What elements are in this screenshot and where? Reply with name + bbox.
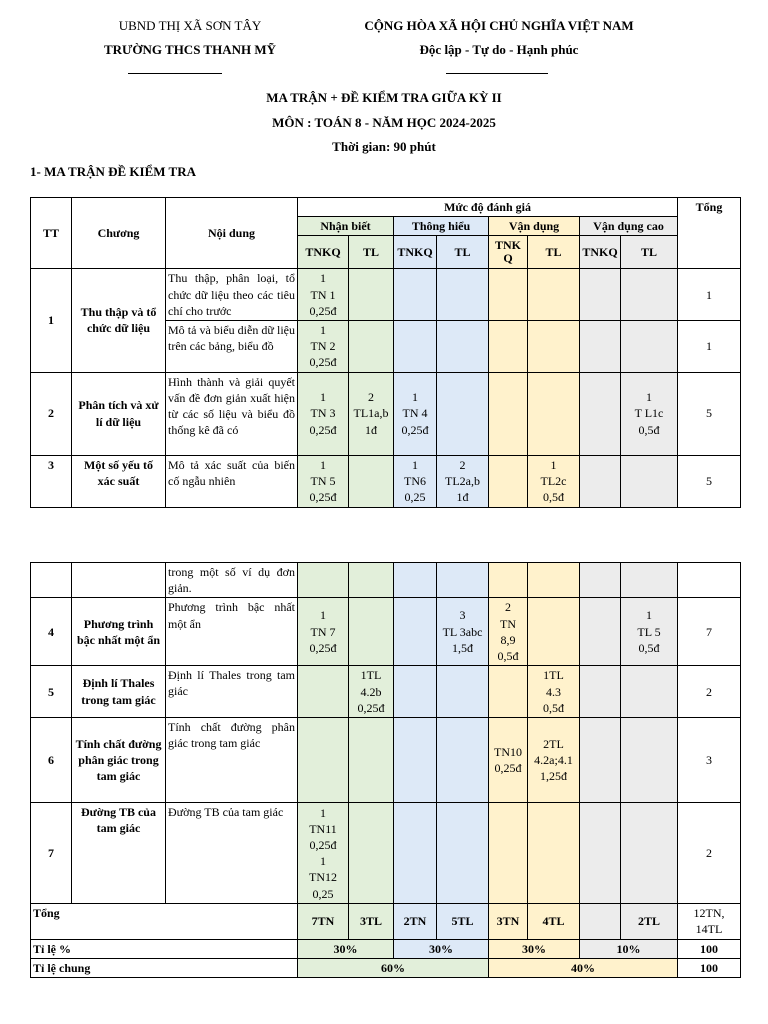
row-tt	[31, 563, 72, 598]
total-cell: 7TN	[298, 904, 349, 939]
matrix-cell	[489, 803, 528, 904]
ratio-cell: 30%	[298, 939, 394, 958]
matrix-cell: 1 TN 1 0,25đ	[298, 269, 349, 321]
header-tong: Tổng	[678, 198, 741, 269]
row-noi-dung: Hình thành và giải quyết vấn đề đơn giản xuất hiện từ các số liệu và biểu đồ thống kê đã có	[166, 372, 298, 455]
row-chuong: Thu thập và tổ chức dữ liệu	[72, 269, 166, 372]
matrix-cell	[394, 803, 437, 904]
total-cell: 3TN	[489, 904, 528, 939]
matrix-cell: TN10 0,25đ	[489, 718, 528, 803]
matrix-cell	[349, 598, 394, 666]
doc-duration: Thời gian: 90 phút	[332, 139, 436, 154]
sub-header: TNKQ	[580, 236, 621, 269]
matrix-cell	[580, 320, 621, 372]
header-chuong: Chương	[72, 198, 166, 269]
header-muc-do: Mức độ đánh giá	[298, 198, 678, 217]
matrix-cell	[437, 269, 489, 321]
matrix-cell	[349, 803, 394, 904]
row-noi-dung: Tính chất đường phân giác trong tam giác	[166, 718, 298, 803]
ratio-label: Tỉ lệ %	[31, 939, 298, 958]
matrix-cell	[394, 563, 437, 598]
level-thong-hieu: Thông hiểu	[394, 217, 489, 236]
ratio-all-cell: 60%	[298, 958, 489, 977]
row-tong: 7	[678, 598, 741, 666]
doc-title: MA TRẬN + ĐỀ KIỂM TRA GIỮA KỲ II	[266, 90, 502, 105]
row-chuong: Đường TB của tam giác	[72, 803, 166, 904]
matrix-cell	[349, 269, 394, 321]
matrix-cell	[580, 269, 621, 321]
sub-header: TL	[437, 236, 489, 269]
row-chuong: Một số yếu tố xác suất	[72, 455, 166, 507]
total-cell: 3TL	[349, 904, 394, 939]
sub-header: TNK Q	[489, 236, 528, 269]
sub-header: TL	[528, 236, 580, 269]
row-tong: 5	[678, 372, 741, 455]
left-underline	[128, 73, 222, 74]
national-title: CỘNG HÒA XÃ HỘI CHỦ NGHĨA VIỆT NAM	[364, 18, 634, 33]
row-tong: 5	[678, 455, 741, 507]
matrix-cell	[437, 563, 489, 598]
matrix-cell	[349, 563, 394, 598]
matrix-table-part1	[30, 197, 741, 508]
row-noi-dung: Thu thập, phân loại, tổ chức dữ liệu theo các tiêu chí cho trước	[166, 269, 298, 321]
matrix-cell	[437, 803, 489, 904]
row-tong	[678, 563, 741, 598]
matrix-cell	[528, 320, 580, 372]
matrix-cell	[621, 803, 678, 904]
sub-header: TNKQ	[394, 236, 437, 269]
matrix-cell: 1TL 4.2b 0,25đ	[349, 666, 394, 718]
ratio-all-tong: 100	[678, 958, 741, 977]
matrix-cell: 1 TN 5 0,25đ	[298, 455, 349, 507]
matrix-cell	[621, 269, 678, 321]
matrix-cell: 1 TN 2 0,25đ	[298, 320, 349, 372]
matrix-cell	[580, 455, 621, 507]
matrix-cell: 1 TN 3 0,25đ	[298, 372, 349, 455]
matrix-cell	[349, 455, 394, 507]
row-noi-dung: Định lí Thales trong tam giác	[166, 666, 298, 718]
matrix-cell	[489, 269, 528, 321]
matrix-cell	[298, 563, 349, 598]
level-van-dung: Vận dụng	[489, 217, 580, 236]
matrix-cell: 1 T L1c 0,5đ	[621, 372, 678, 455]
matrix-cell: 3 TL 3abc 1,5đ	[437, 598, 489, 666]
matrix-cell	[437, 666, 489, 718]
matrix-cell	[489, 320, 528, 372]
row-tt: 1	[31, 269, 72, 372]
row-tt: 3	[31, 455, 72, 507]
row-tt: 4	[31, 598, 72, 666]
ratio-tong: 100	[678, 939, 741, 958]
matrix-cell	[580, 598, 621, 666]
ratio-all-label: Tỉ lệ chung	[31, 958, 298, 977]
matrix-cell: 1 TN6 0,25	[394, 455, 437, 507]
matrix-cell	[298, 718, 349, 803]
ratio-cell: 30%	[394, 939, 489, 958]
total-cell: 4TL	[528, 904, 580, 939]
row-noi-dung: trong một số ví dụ đơn giản.	[166, 563, 298, 598]
matrix-cell	[580, 803, 621, 904]
matrix-cell	[621, 455, 678, 507]
row-noi-dung: Đường TB của tam giác	[166, 803, 298, 904]
right-underline	[446, 73, 548, 74]
matrix-cell	[528, 803, 580, 904]
row-chuong: Tính chất đường phân giác trong tam giác	[72, 718, 166, 803]
sub-header: TL	[349, 236, 394, 269]
total-cell	[580, 904, 621, 939]
matrix-cell	[489, 666, 528, 718]
matrix-cell	[621, 563, 678, 598]
sub-header: TNKQ	[298, 236, 349, 269]
header-noi-dung: Nội dung	[166, 198, 298, 269]
matrix-cell	[528, 372, 580, 455]
row-chuong: Phương trình bậc nhất một ẩn	[72, 598, 166, 666]
matrix-cell	[528, 563, 580, 598]
matrix-cell	[349, 320, 394, 372]
row-noi-dung: Mô tả xác suất của biến cố ngẫu nhiên	[166, 455, 298, 507]
national-motto: Độc lập - Tự do - Hạnh phúc	[419, 42, 579, 57]
total-cell: 2TL	[621, 904, 678, 939]
level-nhan-biet: Nhận biết	[298, 217, 394, 236]
row-tong: 3	[678, 718, 741, 803]
matrix-cell	[394, 598, 437, 666]
ratio-all-cell: 40%	[489, 958, 678, 977]
row-tong: 1	[678, 320, 741, 372]
matrix-cell	[621, 320, 678, 372]
total-tong: 12TN, 14TL	[678, 904, 741, 939]
section-heading: 1- MA TRẬN ĐỀ KIỂM TRA	[30, 164, 197, 179]
matrix-cell: 1TL 4.3 0,5đ	[528, 666, 580, 718]
total-label: Tổng	[31, 904, 298, 939]
total-cell: 5TL	[437, 904, 489, 939]
matrix-cell	[394, 320, 437, 372]
authority-name: UBND THỊ XÃ SƠN TÂY	[118, 18, 262, 33]
matrix-cell: 2TL 4.2a;4.1 1,25đ	[528, 718, 580, 803]
row-tong: 1	[678, 269, 741, 321]
row-chuong	[72, 563, 166, 598]
matrix-cell: 2 TN 8,9 0,5đ	[489, 598, 528, 666]
ratio-cell: 10%	[580, 939, 678, 958]
row-tt: 7	[31, 803, 72, 904]
matrix-cell	[489, 455, 528, 507]
matrix-cell	[394, 269, 437, 321]
row-noi-dung: Mô tả và biểu diễn dữ liệu trên các bảng, biểu đồ	[166, 320, 298, 372]
ratio-cell: 30%	[489, 939, 580, 958]
row-chuong: Phân tích và xử lí dữ liệu	[72, 372, 166, 455]
matrix-table-part2	[30, 562, 741, 978]
matrix-cell	[298, 666, 349, 718]
matrix-cell: 1 TL2c 0,5đ	[528, 455, 580, 507]
matrix-cell	[489, 372, 528, 455]
doc-subject: MÔN : TOÁN 8 - NĂM HỌC 2024-2025	[272, 115, 496, 130]
matrix-cell	[528, 598, 580, 666]
matrix-cell	[621, 718, 678, 803]
matrix-cell	[580, 666, 621, 718]
matrix-cell	[580, 718, 621, 803]
matrix-cell	[489, 563, 528, 598]
row-tong: 2	[678, 666, 741, 718]
matrix-cell	[394, 718, 437, 803]
level-van-dung-cao: Vận dụng cao	[580, 217, 678, 236]
matrix-cell	[437, 372, 489, 455]
matrix-cell: 2 TL1a,b 1đ	[349, 372, 394, 455]
row-tt: 5	[31, 666, 72, 718]
matrix-cell	[528, 269, 580, 321]
matrix-cell	[580, 563, 621, 598]
matrix-cell	[437, 320, 489, 372]
total-cell: 2TN	[394, 904, 437, 939]
row-tt: 6	[31, 718, 72, 803]
row-tong: 2	[678, 803, 741, 904]
matrix-cell: 2 TL2a,b 1đ	[437, 455, 489, 507]
matrix-cell	[349, 718, 394, 803]
matrix-cell	[437, 718, 489, 803]
matrix-cell: 1 TN 4 0,25đ	[394, 372, 437, 455]
row-noi-dung: Phương trình bậc nhất một ẩn	[166, 598, 298, 666]
matrix-cell: 1 TN11 0,25đ 1 TN12 0,25	[298, 803, 349, 904]
sub-header: TL	[621, 236, 678, 269]
matrix-cell	[621, 666, 678, 718]
matrix-cell: 1 TN 7 0,25đ	[298, 598, 349, 666]
row-tt: 2	[31, 372, 72, 455]
header-tt: TT	[31, 198, 72, 269]
matrix-cell	[580, 372, 621, 455]
matrix-cell: 1 TL 5 0,5đ	[621, 598, 678, 666]
row-chuong: Định lí Thales trong tam giác	[72, 666, 166, 718]
matrix-cell	[394, 666, 437, 718]
school-name: TRƯỜNG THCS THANH MỸ	[103, 42, 277, 57]
